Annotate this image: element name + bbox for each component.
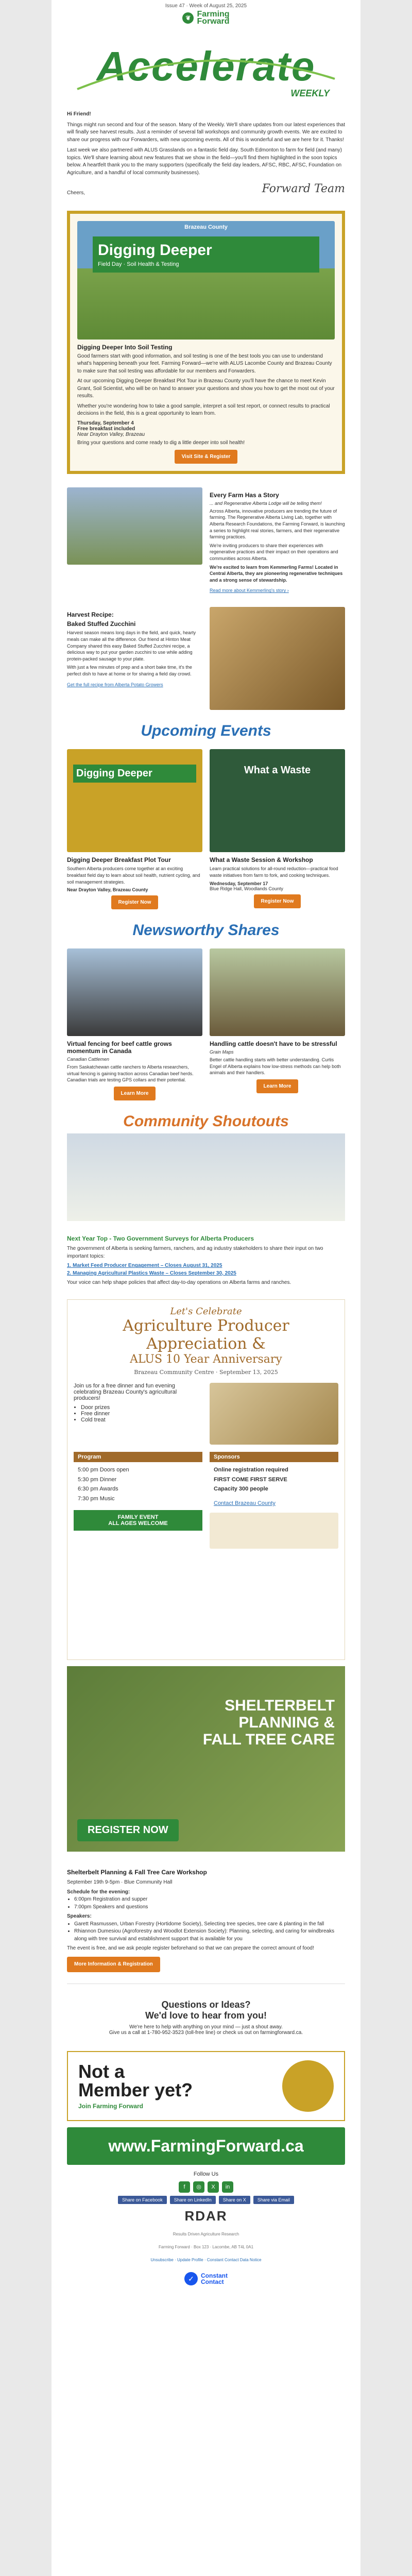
event-card-2: [210, 749, 345, 909]
shelterbelt-banner[interactable]: [67, 1666, 345, 1852]
logo-text: [197, 11, 229, 25]
masthead: [52, 27, 360, 105]
event-2-title: What a Waste Session & Workshop: [210, 856, 313, 864]
news-2-photo: [210, 948, 345, 1036]
events-row: [52, 743, 360, 916]
news-2-body: Better cattle handling starts with better understanding. Curtis Engel of Alberta explains how low-stress methods can help both animals and their handlers.: [210, 1057, 341, 1076]
news-2-learn-more-button[interactable]: Learn More: [256, 1079, 299, 1093]
story-tag: We're excited to learn from Kemmerling Farms! Located in Central Alberta, they are pioneering regenerative techniques and a strong sense of stewardship.: [210, 564, 343, 583]
story-photo: [67, 487, 202, 565]
story-row: [52, 481, 360, 601]
partner-sub: Results Driven Agriculture Research: [173, 2232, 239, 2237]
news-row: [52, 942, 360, 1107]
shelterbelt-line1: SHELTERBELT: [225, 1697, 335, 1714]
speaker-item: • Rhiannon Dumesiou (Agroforestry and Woodlot Extension Society): Planning, selecting, and caring for windbreaks along with tree survival and establishment support that is available for you: [74, 1928, 345, 1943]
signoff: Cheers,: [67, 190, 85, 196]
digging-body2: At our upcoming Digging Deeper Breakfast Plot Tour in Brazeau County you'll have the chance to meet Kevin Grant, Soil Scientist, who will be on hand to answer your questions and show you how to get the most out of your results.: [77, 378, 335, 399]
program-item: 5:00 pm Doors open: [78, 1466, 129, 1473]
program-label: Program: [74, 1452, 202, 1462]
shoutouts-photo: [67, 1133, 345, 1221]
logo-line2: Forward: [197, 17, 230, 26]
recipe-link[interactable]: Get the full recipe from Alberta Potato Growers: [67, 682, 163, 687]
intro-p1: Things might run second and four of the season. Many of the Weekly. We'll share updates from our latest experiences that will finally see harvest results. Just a reminder of several fall workshops and community growth events. We are excited to share our progress with our Forwarders, with new upcoming events. All of this is wonderful and we are here for it. Thanks!: [67, 122, 345, 143]
shoutout-callout: Next Year Top - Two Government Surveys for Alberta Producers: [67, 1234, 254, 1242]
event-2-body: Learn practical solutions for all-round reduction—practical food waste initiatives from farm to fork, and cooking techniques.: [210, 866, 338, 878]
shoutouts-text: [52, 1224, 360, 1293]
program-item: 6:30 pm Awards: [78, 1486, 118, 1493]
social-icons: [52, 2181, 360, 2193]
intro: [52, 105, 360, 204]
greeting: Hi Friend!: [67, 111, 91, 117]
harvest-body2: With just a few minutes of prep and a short bake time, it's the perfect dish to have at home or for sharing a field day crowd.: [67, 665, 192, 676]
newsletter: [52, 0, 360, 2576]
program-item: 5:30 pm Dinner: [78, 1476, 117, 1483]
member-graphic: [282, 2060, 334, 2112]
shelterbelt-register-button[interactable]: REGISTER NOW: [77, 1819, 179, 1841]
shoutouts-title: Community Shoutouts: [123, 1112, 289, 1130]
news-1-body: From Saskatchewan cattle ranchers to Alberta researchers, virtual fencing is gaining traction across Canadian beef herds. Canadian trials are testing GPS collars and their potential.: [67, 1064, 194, 1083]
news-2-source: Grain Maps: [210, 1049, 234, 1055]
shelterbelt-line3: FALL TREE CARE: [202, 1731, 335, 1748]
story-heading: Every Farm Has a Story: [210, 491, 279, 499]
req-item: Online registration required: [214, 1466, 288, 1473]
share-linkedin-button[interactable]: Share on LinkedIn: [170, 2196, 216, 2204]
intro-p2: Last week we also partnered with ALUS Grasslands on a fantastic field day. South Edmonton to farm for field (and many) topics. We'll share learning about new features that we show in the field—you'll find them highlighted in the soon topics below. A heartfelt thank you to the many supporters (specifically the field day leaders, AFSC, RBC, AFSC, Foundation on Agriculture, and a handful of local community businesses).: [67, 147, 342, 176]
digging-heading: Digging Deeper Into Soil Testing: [77, 343, 173, 351]
digging-meal: Free breakfast included: [77, 426, 135, 432]
questions-line4: Give us a call at 1-780-952-3523 (toll-free line) or check us out on farmingforward.ca.: [109, 2030, 303, 2036]
cc-line2: Contact: [201, 2278, 224, 2285]
shelterbelt-date: September 19th 9-5pm · Blue Community Hall: [67, 1879, 173, 1886]
contact-link[interactable]: Contact Brazeau County: [214, 1500, 276, 1506]
schedule-label: Schedule for the evening:: [67, 1889, 130, 1895]
banner-band: [93, 236, 319, 273]
gala-venue: Brazeau Community Centre · September 13, 2025: [134, 1368, 278, 1376]
constant-contact-icon: ✓: [184, 2272, 198, 2285]
survey-link-1[interactable]: 1. Market Feed Producer Engagement – Closes August 31, 2025: [67, 1263, 222, 1269]
digging-deeper-section: [67, 211, 345, 474]
schedule-item: • 6:00pm Registration and supper: [74, 1896, 345, 1904]
shelterbelt-line2: PLANNING &: [238, 1714, 335, 1731]
sponsor-logos: [210, 1513, 338, 1549]
event-2-image[interactable]: [210, 749, 345, 852]
event-1-title: Digging Deeper Breakfast Plot Tour: [67, 856, 171, 864]
event-1-when: Near Drayton Valley, Brazeau County: [67, 887, 148, 893]
gala-invite: Join us for a free dinner and fun evening celebrating Brazeau County's agricultural producers!: [74, 1382, 177, 1401]
digging-place: Near Drayton Valley, Brazeau: [77, 431, 145, 437]
news-card-1: [67, 948, 202, 1100]
logo[interactable]: [52, 11, 360, 25]
gala-bullet: • Free dinner: [81, 1411, 202, 1417]
shelterbelt-text: [52, 1858, 360, 1978]
gala-line2: Appreciation &: [146, 1334, 266, 1353]
share-buttons: [52, 2196, 360, 2204]
news-1-learn-more-button[interactable]: Learn More: [114, 1087, 156, 1100]
gala-poster: [67, 1299, 345, 1660]
shoutout-closing: Your voice can help shape policies that affect day-to-day operations on Alberta farms and ranches.: [67, 1280, 291, 1286]
event-1-image-title: Digging Deeper: [73, 765, 196, 783]
facebook-icon[interactable]: f: [179, 2181, 190, 2193]
shelterbelt-title: [203, 1697, 335, 1748]
questions-line2: We'd love to hear from you!: [145, 2010, 267, 2021]
digging-deeper-banner[interactable]: [77, 221, 335, 340]
speakers-label: Speakers:: [67, 1913, 92, 1920]
banner-kicker: Brazeau County: [184, 224, 228, 230]
event-1-body: Southern Alberta producers come together at an exciting breakfast field day to learn about soil health, nutrient cycling, and soil management strategies.: [67, 866, 200, 885]
event-2-register-button[interactable]: Register Now: [254, 894, 301, 908]
constant-contact-logo[interactable]: [52, 2272, 360, 2285]
digging-body: Good farmers start with good information, and soil testing is one of the best tools you can use to understand what's happening beneath your feet. Farming Forward—we're with ALUS Lacombe County and Brazeau County to make sure that soil testing was affordable for our members and Forwarders.: [77, 353, 332, 374]
banner-title: Digging Deeper: [98, 241, 212, 259]
shelterbelt-more-button[interactable]: More Information & Registration: [67, 1957, 160, 1973]
speaker-item: • Garett Rasmussen, Urban Forestry (Hortidome Society), Selecting tree species, tree care & planting in the fall: [74, 1921, 345, 1928]
swoosh-graphic: [72, 48, 340, 94]
all-ages: ALL AGES WELCOME: [108, 1520, 168, 1527]
website-banner[interactable]: www.FarmingForward.ca: [67, 2127, 345, 2165]
address: Farming Forward · Box 123 · Lacombe, AB T4L 0A1: [158, 2245, 254, 2250]
news-1-source: Canadian Cattlemen: [67, 1057, 110, 1062]
story-body2: We're inviting producers to share their experiences with regenerative practices and their impact on their operations and communities across Alberta.: [210, 543, 338, 562]
event-2-place: Blue Ridge Hall, Woodlands County: [210, 886, 283, 891]
share-x-button[interactable]: Share on X: [219, 2196, 250, 2204]
gala-bullet: • Cold treat: [81, 1417, 202, 1423]
recipe-photo: [210, 607, 345, 710]
sponsors-label: Sponsors: [210, 1452, 338, 1462]
harvest-row: [52, 601, 360, 716]
event-2-image-title: What a Waste: [244, 765, 311, 776]
harvest-heading: Harvest Recipe:: [67, 611, 114, 619]
cc-line1: Constant: [201, 2272, 228, 2279]
news-2-title: Handling cattle doesn't have to be stressful: [210, 1040, 337, 1048]
member-line1: Not a: [78, 2061, 125, 2082]
issue-line: Issue 47 · Week of August 25, 2025: [165, 3, 247, 9]
visit-register-button[interactable]: Visit Site & Register: [175, 450, 238, 464]
digging-date: Thursday, September 4: [77, 420, 134, 426]
event-1-image[interactable]: [67, 749, 202, 852]
req-item: Capacity 300 people: [214, 1486, 268, 1493]
gala-art: [210, 1383, 338, 1445]
questions-line1: Questions or Ideas?: [161, 1999, 251, 2010]
follow-label: Follow Us: [193, 2171, 219, 2178]
schedule-item: • 7:00pm Speakers and questions: [74, 1904, 345, 1911]
event-1-register-button[interactable]: Register Now: [111, 895, 159, 909]
gala-bullet: • Door prizes: [81, 1404, 202, 1411]
program-item: 7:30 pm Music: [78, 1495, 115, 1502]
member-line2: Member yet?: [78, 2079, 193, 2101]
event-2-when: Wednesday, September 17: [210, 880, 268, 886]
news-1-photo: [67, 948, 202, 1036]
gala-line1: Agriculture Producer: [123, 1316, 289, 1335]
gala-kicker: Let's Celebrate: [170, 1306, 242, 1317]
digging-closing: Bring your questions and come ready to dig a little deeper into soil health!: [77, 439, 245, 446]
member-banner[interactable]: [67, 2051, 345, 2121]
shoutout-body: The government of Alberta is seeking farmers, ranchers, and ag industry stakeholders to share their input on two important topics:: [67, 1246, 323, 1259]
gala-line3: ALUS 10 Year Anniversary: [130, 1352, 282, 1366]
x-icon[interactable]: X: [208, 2181, 219, 2193]
news-card-2: [210, 948, 345, 1100]
share-email-button[interactable]: Share via Email: [253, 2196, 294, 2204]
masthead-title: Accelerate: [96, 43, 316, 89]
unsubscribe-links[interactable]: Unsubscribe · Update Profile · Constant Contact Data Notice: [150, 2257, 262, 2262]
req-item: FIRST COME FIRST SERVE: [214, 1476, 287, 1483]
story-sub: ... and Regenerative Alberta Lodge will be telling them!: [210, 500, 322, 506]
leaf-icon: ❦: [182, 12, 194, 24]
story-link[interactable]: Read more about Kemmerling's story ›: [210, 588, 289, 594]
digging-body3: Whether you're wondering how to take a good sample, interpret a soil test report, or connect results to practical decisions in the field, this is a great opportunity to learn from.: [77, 403, 330, 417]
signature: Forward Team: [262, 182, 345, 195]
harvest-heading2: Baked Stuffed Zucchini: [67, 620, 136, 628]
instagram-icon[interactable]: ◎: [193, 2181, 204, 2193]
questions-line3: We're here to help with anything on your mind — just a shout away.: [129, 2024, 283, 2030]
news-title: Newsworthy Shares: [132, 922, 280, 939]
harvest-body: Harvest season means long days in the field, and quick, hearty meals can make all the difference. Our friend at Hinton Meat Company shared this easy Baked Stuffed Zucchini recipe, a delicious way to put your garden zucchini to use while adding protein-packed sausage to your plate.: [67, 630, 196, 662]
banner-sub: Field Day · Soil Health & Testing: [98, 261, 179, 267]
logo-line1: Farming: [197, 10, 230, 19]
family-event: FAMILY EVENT: [117, 1514, 159, 1520]
questions-block: [52, 1989, 360, 2046]
events-title: Upcoming Events: [141, 722, 271, 740]
linkedin-icon[interactable]: in: [222, 2181, 233, 2193]
story-body: Across Alberta, innovative producers are trending the future of farming. The Regenerative Alberta Living Lab, together with Alberta Research Foundations, the Farming Forward, is launching a series to highlight real stories, farmers, and their regenerative farming practices.: [210, 508, 345, 540]
shelterbelt-closing: The event is free, and we ask people register beforehand so that we can prepare the correct amount of food!: [67, 1945, 314, 1952]
event-card-1: [67, 749, 202, 909]
masthead-subtitle: WEEKLY: [290, 88, 330, 98]
partner-logo[interactable]: RDAR: [184, 2208, 228, 2224]
share-facebook-button[interactable]: Share on Facebook: [118, 2196, 167, 2204]
join-link[interactable]: Join Farming Forward: [78, 2103, 144, 2110]
news-1-title: Virtual fencing for beef cattle grows momentum in Canada: [67, 1040, 172, 1055]
shelterbelt-heading: Shelterbelt Planning & Fall Tree Care Workshop: [67, 1868, 207, 1876]
survey-link-2[interactable]: 2. Managing Agricultural Plastics Waste – Closes September 30, 2025: [67, 1270, 236, 1276]
gala-bullets: [81, 1404, 202, 1423]
header: [52, 0, 360, 27]
